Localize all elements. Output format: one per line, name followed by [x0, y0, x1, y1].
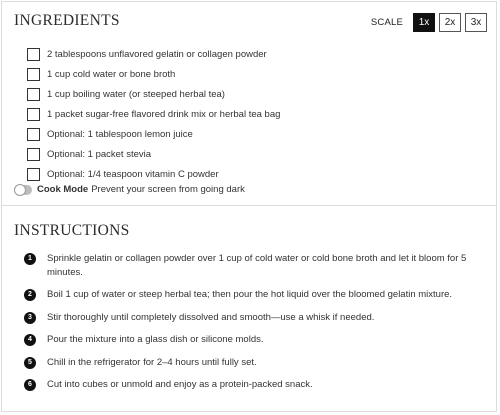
cook-mode-description: Prevent your screen from going dark	[91, 184, 245, 195]
toggle-knob	[14, 184, 26, 196]
step-text: Chill in the refrigerator for 2–4 hours until fully set.	[47, 356, 257, 368]
ingredient-checkbox[interactable]	[27, 68, 40, 81]
step-number-badge: 4	[24, 334, 36, 346]
scale-label: SCALE	[370, 17, 403, 28]
scale-1x-button[interactable]: 1x	[413, 13, 435, 32]
ingredient-text: 1 packet sugar-free flavored drink mix or herbal tea bag	[47, 108, 281, 120]
scale-selector	[371, 13, 487, 32]
instruction-step	[24, 288, 476, 302]
ingredients-heading: INGREDIENTS	[14, 12, 120, 29]
instructions-heading: INSTRUCTIONS	[14, 222, 130, 239]
step-text: Cut into cubes or unmold and enjoy as a protein-packed snack.	[47, 379, 313, 390]
step-text: Boil 1 cup of water or steep herbal tea; then pour the hot liquid over the bloomed gelatin mixture.	[47, 289, 453, 300]
ingredient-checkbox[interactable]	[27, 128, 40, 141]
cook-mode-label: Cook Mode	[37, 184, 89, 195]
ingredient-item	[27, 144, 280, 164]
ingredient-text: Optional: 1 packet stevia	[47, 148, 152, 160]
step-text: Pour the mixture into a glass dish or silicone molds.	[47, 334, 264, 345]
ingredient-checkbox[interactable]	[27, 108, 40, 121]
ingredient-text: 2 tablespoons unflavored gelatin or collagen powder	[47, 48, 267, 60]
scale-2x-button[interactable]: 2x	[439, 13, 461, 32]
step-number-badge: 5	[24, 357, 36, 369]
instruction-step	[24, 311, 476, 325]
step-number-badge: 1	[24, 253, 36, 265]
step-number-badge: 2	[24, 289, 36, 301]
instruction-step	[24, 356, 476, 370]
ingredient-item	[27, 44, 280, 64]
ingredient-checkbox[interactable]	[27, 168, 40, 181]
ingredient-item	[27, 64, 280, 84]
section-divider	[1, 205, 497, 206]
ingredient-text: 1 cup boiling water (or steeped herbal tea)	[47, 88, 225, 100]
ingredient-item	[27, 124, 280, 144]
instruction-step	[24, 333, 476, 347]
ingredient-item	[27, 104, 280, 124]
instruction-step	[24, 378, 476, 392]
ingredient-checkbox[interactable]	[27, 148, 40, 161]
instruction-step	[24, 252, 476, 279]
ingredient-item	[27, 84, 280, 104]
scale-3x-button[interactable]: 3x	[465, 13, 487, 32]
ingredient-checkbox[interactable]	[27, 48, 40, 61]
step-number-badge: 6	[24, 379, 36, 391]
ingredient-list	[27, 44, 280, 184]
step-text: Stir thoroughly until completely dissolved and smooth—use a whisk if needed.	[47, 311, 375, 323]
step-text: Sprinkle gelatin or collagen powder over 1 cup of cold water or cold bone broth and let it bloom for 5 minutes.	[47, 253, 467, 278]
ingredient-checkbox[interactable]	[27, 88, 40, 101]
ingredient-item	[27, 164, 280, 184]
ingredient-text: 1 cup cold water or bone broth	[47, 68, 176, 80]
instruction-list	[24, 252, 476, 392]
ingredient-text: Optional: 1/4 teaspoon vitamin C powder	[47, 168, 219, 180]
cook-mode-toggle[interactable]	[14, 185, 32, 195]
ingredient-text: Optional: 1 tablespoon lemon juice	[47, 128, 193, 140]
cook-mode	[14, 184, 245, 195]
step-number-badge: 3	[24, 312, 36, 324]
